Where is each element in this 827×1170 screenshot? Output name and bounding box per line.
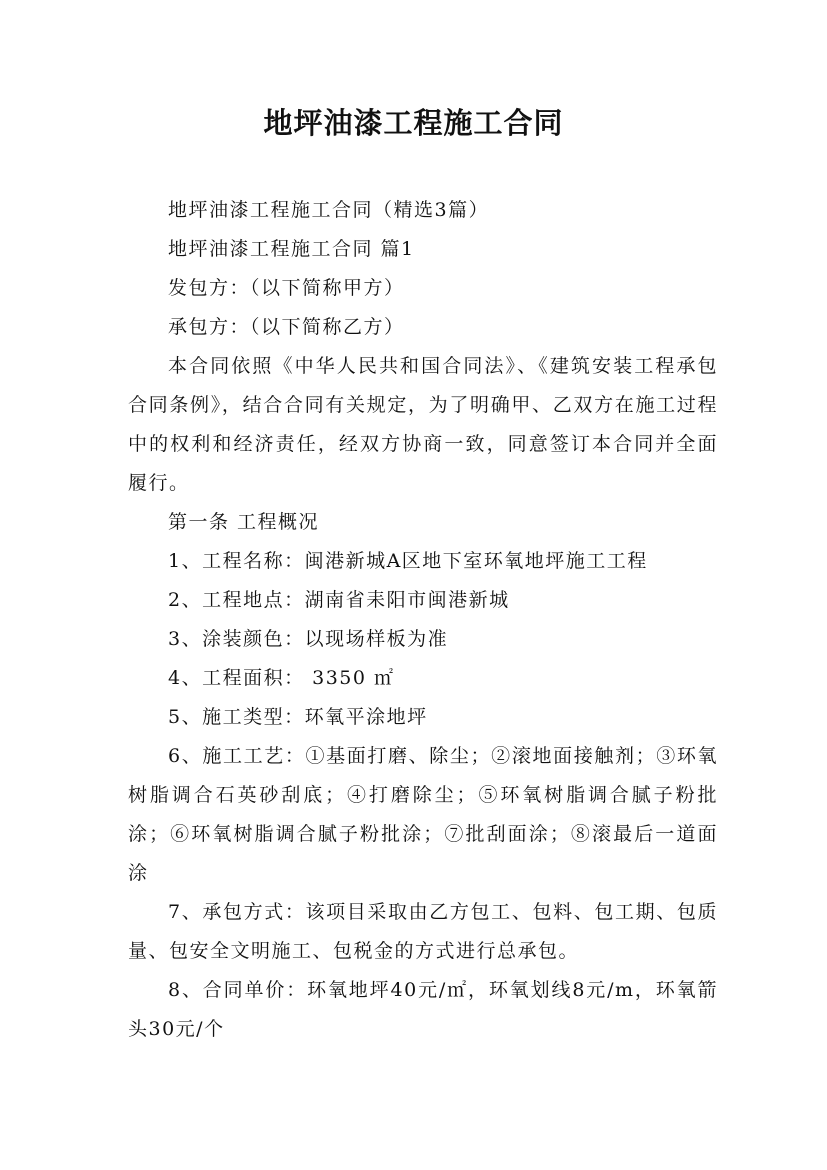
paragraph-unit-price: 8、合同单价：环氧地坪40元/㎡，环氧划线8元/m，环氧箭头30元/个 xyxy=(128,979,718,1040)
document-title: 地坪油漆工程施工合同 xyxy=(263,106,564,140)
paragraph-project-area: 4、工程面积： 3350 ㎡ xyxy=(168,667,395,689)
paragraph-construction-type: 5、施工类型：环氧平涂地坪 xyxy=(168,706,428,728)
paragraph-project-name: 1、工程名称：闽港新城A区地下室环氧地坪施工工程 xyxy=(168,550,648,572)
paragraph-party-a: 发包方：（以下简称甲方） xyxy=(168,277,405,299)
paragraph-heading-part-1: 地坪油漆工程施工合同 篇1 xyxy=(168,238,415,260)
paragraph-article-1-heading: 第一条 工程概况 xyxy=(168,511,320,533)
paragraph-contract-method: 7、承包方式：该项目采取由乙方包工、包料、包工期、包质量、包安全文明施工、包税金的方式进行总承包。 xyxy=(128,901,718,962)
paragraph-party-b: 承包方：（以下简称乙方） xyxy=(168,316,405,338)
paragraph-construction-process: 6、施工工艺：①基面打磨、除尘；②滚地面接触剂；③环氧树脂调合石英砂刮底；④打磨除尘；⑤环氧树脂调合腻子粉批涂；⑥环氧树脂调合腻子粉批涂；⑦批刮面涂；⑧滚最后一道面涂 xyxy=(128,745,718,884)
paragraph-coating-color: 3、涂装颜色：以现场样板为准 xyxy=(168,628,449,650)
paragraph-preamble: 本合同依照《中华人民共和国合同法》、《建筑安装工程承包合同条例》，结合合同有关规定，为了明确甲、乙双方在施工过程中的权利和经济责任，经双方协商一致，同意签订本合同并全面履行。 xyxy=(128,355,718,494)
paragraph-project-location: 2、工程地点：湖南省耒阳市闽港新城 xyxy=(168,589,510,611)
document-body xyxy=(128,191,718,1049)
paragraph-heading-collection: 地坪油漆工程施工合同（精选3篇） xyxy=(168,199,490,221)
